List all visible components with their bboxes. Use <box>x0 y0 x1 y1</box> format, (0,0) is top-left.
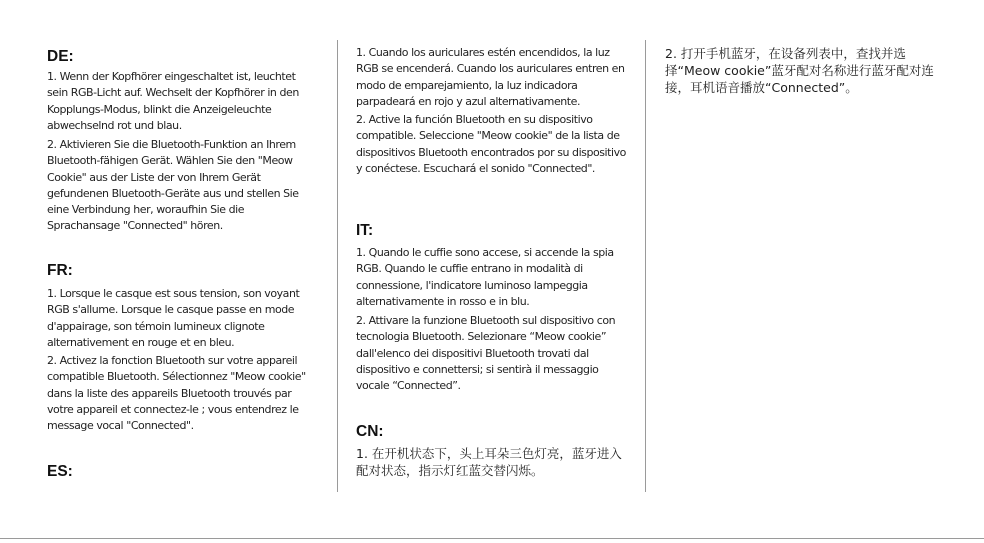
fr-step-2: 2. Activez la fonction Bluetooth sur votre appareil compatible Bluetooth. Sélectionnez "Meow cookie" dans la liste des appareils Bluetooth trouvés par votre appareil et connectez-le ; vous entendrez le message vocal "Connected". <box>47 354 306 433</box>
heading-fr: FR: <box>47 262 73 279</box>
heading-it: IT: <box>356 222 374 239</box>
it-step-1: 1. Quando le cuffie sono accese, si accende la spia RGB. Quando le cuffie entrano in modalità di connessione, l'indicatore luminoso lampeggia alternativamente in rosso e in blu. <box>356 246 614 308</box>
column-middle <box>356 0 628 543</box>
es-step-2: 2. Active la función Bluetooth en su dispositivo compatible. Seleccione "Meow cookie" de la lista de dispositivos Bluetooth encontrados por su dispositivo y conéctese. Escuchará el sonido "Connected". <box>356 113 626 175</box>
cn-step-1: 1. 在开机状态下，头上耳朵三色灯亮，蓝牙进入配对状态，指示灯红蓝交替闪烁。 <box>356 446 622 478</box>
fr-step-1: 1. Lorsque le casque est sous tension, son voyant RGB s'allume. Lorsque le casque passe en mode d'appairage, son témoin lumineux clignote alternativement en rouge et en bleu. <box>47 287 300 349</box>
heading-de: DE: <box>47 48 74 65</box>
de-step-2: 2. Aktivieren Sie die Bluetooth-Funktion an Ihrem Bluetooth-fähigen Gerät. Wählen Sie den "Meow Cookie" aus der Liste der von Ihrem Gerät gefundenen Bluetooth-Geräte aus und stellen Sie eine Verbindung her, woraufhin Sie die Sprachansage "Connected" hören. <box>47 138 299 233</box>
heading-es: ES: <box>47 463 73 480</box>
column-divider <box>337 40 338 492</box>
de-step-1: 1. Wenn der Kopfhörer eingeschaltet ist, leuchtet sein RGB-Licht auf. Wechselt der Kopfhörer in den Kopplungs-Modus, blinkt die Anzeigeleuchte abwechselnd rot und blau. <box>47 70 299 132</box>
column-left <box>47 0 319 543</box>
column-right <box>665 0 945 543</box>
es-step-1: 1. Cuando los auriculares estén encendidos, la luz RGB se encenderá. Cuando los auriculares entren en modo de emparejamiento, la luz indicadora parpadeará en rojo y azul alternativamente. <box>356 46 625 108</box>
cn-step-2: 2. 打开手机蓝牙，在设备列表中，查找并选择“Meow cookie”蓝牙配对名称进行蓝牙配对连接，耳机语音播放“Connected”。 <box>665 46 934 95</box>
it-step-2: 2. Attivare la funzione Bluetooth sul dispositivo con tecnologia Bluetooth. Selezionare “Meow cookie” dall'elenco dei dispositivi Bluetooth trovati dal dispositivo e connettersi; si sentirà il messaggio vocale “Connected”. <box>356 314 616 393</box>
column-divider <box>645 40 646 492</box>
heading-cn: CN: <box>356 423 384 440</box>
bottom-rule <box>0 538 984 539</box>
